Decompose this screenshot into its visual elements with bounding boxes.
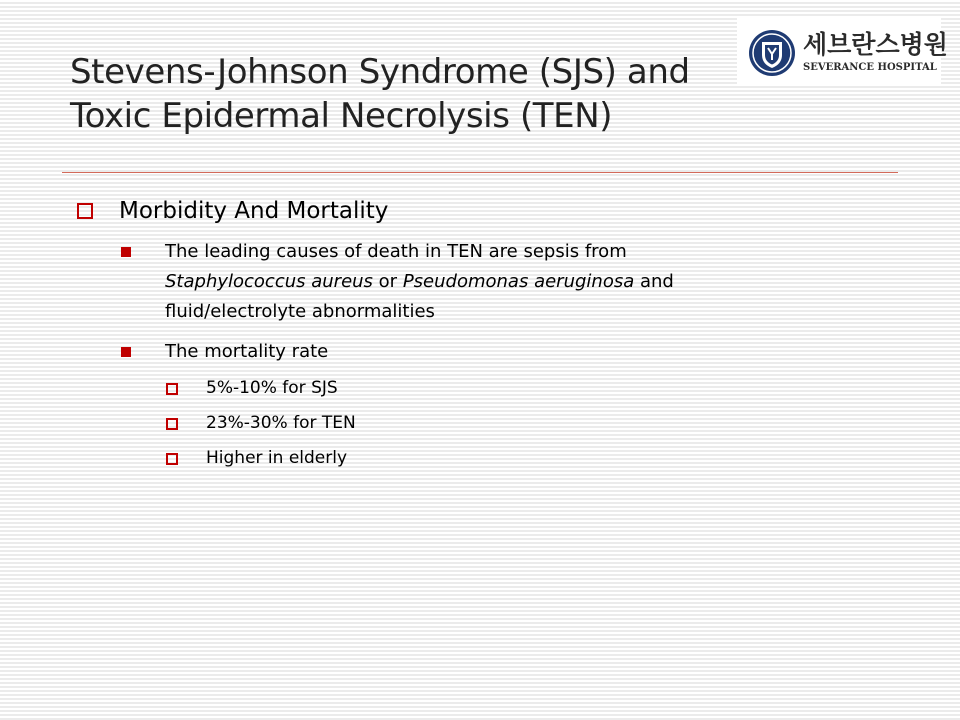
hollow-square-bullet-icon xyxy=(166,383,178,395)
causes-line-1: The leading causes of death in TEN are sepsis from xyxy=(165,241,627,262)
hollow-square-bullet-icon xyxy=(77,203,93,219)
bullet-item-mortality-rate xyxy=(121,337,895,367)
title-divider xyxy=(62,172,898,173)
filled-square-bullet-icon xyxy=(121,347,131,357)
title-line-1: Stevens-Johnson Syndrome (SJS) and xyxy=(70,52,690,92)
mortality-item-sjs xyxy=(166,375,895,401)
logo-english-name: SEVERANCE HOSPITAL xyxy=(803,62,937,73)
section-heading: Morbidity And Mortality xyxy=(119,198,389,224)
mortality-item-ten xyxy=(166,410,895,436)
title-line-2: Toxic Epidermal Necrolysis (TEN) xyxy=(70,96,613,136)
mortality-item-text: Higher in elderly xyxy=(206,448,348,468)
mortality-rate-label: The mortality rate xyxy=(165,341,329,362)
mortality-item-elderly xyxy=(166,445,895,471)
logo-korean-name: 세브란스병원 xyxy=(803,30,948,59)
slide-body xyxy=(75,195,895,471)
mortality-item-text: 5%-10% for SJS xyxy=(206,378,338,398)
mortality-item-text: 23%-30% for TEN xyxy=(206,413,356,433)
causes-line-2 xyxy=(165,267,895,297)
hollow-square-bullet-icon xyxy=(166,453,178,465)
causes-line-3: fluid/electrolyte abnormalities xyxy=(165,301,435,322)
heading-bullet-item xyxy=(75,195,895,227)
filled-square-bullet-icon xyxy=(121,247,131,257)
organism-staphylococcus: Staphylococcus aureus xyxy=(165,271,373,292)
connector-or: or xyxy=(378,271,398,292)
connector-and: and xyxy=(639,271,674,292)
hollow-square-bullet-icon xyxy=(166,418,178,430)
bullet-item-causes-of-death xyxy=(121,237,895,327)
severance-shield-icon xyxy=(747,28,797,78)
severance-hospital-logo xyxy=(737,18,948,86)
organism-pseudomonas: Pseudomonas aeruginosa xyxy=(402,271,635,292)
slide-title xyxy=(70,50,830,138)
